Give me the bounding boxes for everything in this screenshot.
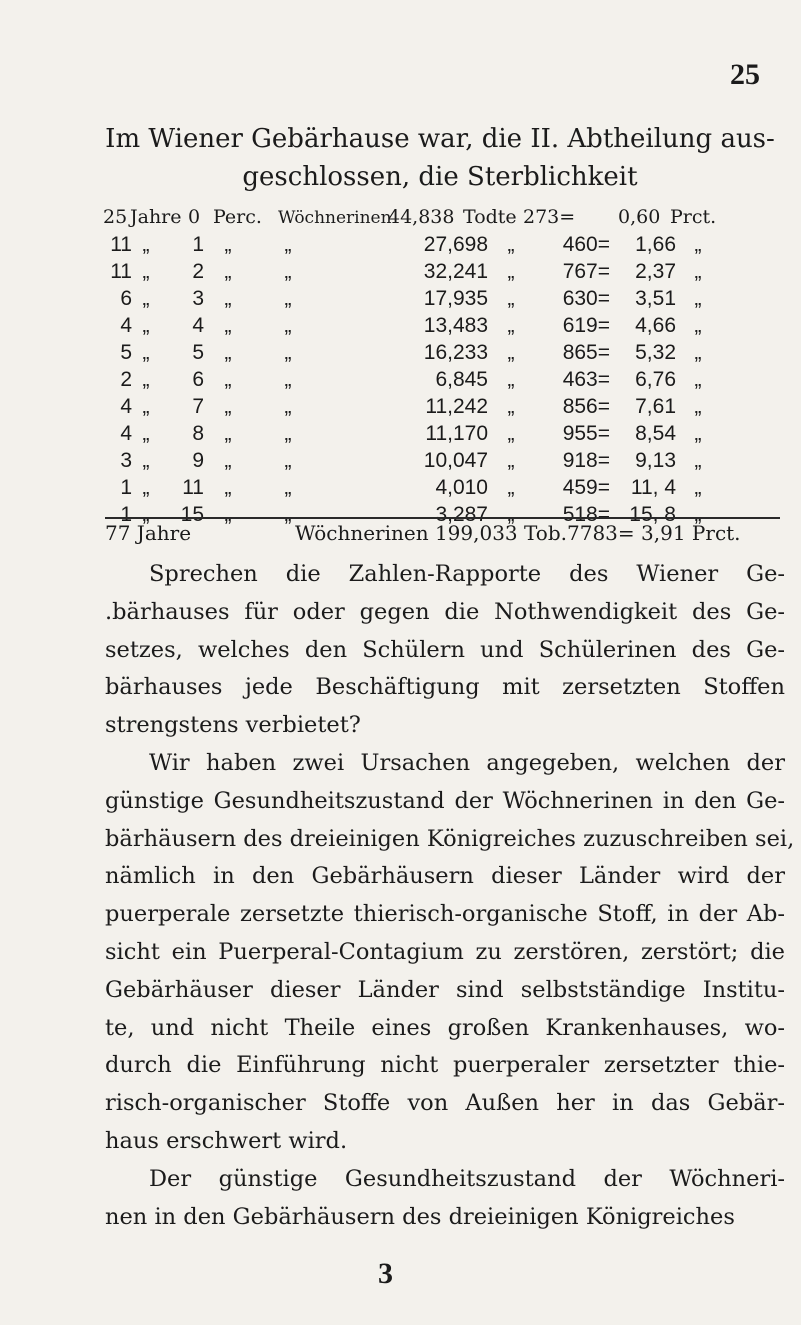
ditto-mark: „ bbox=[284, 449, 292, 472]
percent-value: 11 bbox=[182, 476, 204, 499]
table-row bbox=[108, 422, 778, 449]
women-value: 10,047 bbox=[423, 449, 488, 472]
women-value: 4,010 bbox=[435, 476, 488, 499]
body-line: strengstens verbietet? bbox=[105, 712, 361, 739]
body-line: nen in den Gebärhäusern des dreieinigen Königreiches bbox=[105, 1203, 735, 1230]
ditto-mark: „ bbox=[284, 422, 292, 445]
page-number: 25 bbox=[730, 58, 760, 91]
deaths-value: 619= bbox=[562, 314, 610, 337]
ditto-mark: „ bbox=[507, 260, 515, 283]
table-row bbox=[108, 368, 778, 395]
ditto-mark: „ bbox=[694, 368, 702, 391]
percent-value: 7 bbox=[192, 395, 204, 418]
years-value: 11 bbox=[110, 260, 132, 283]
ditto-mark: „ bbox=[694, 233, 702, 256]
deaths-value: 856= bbox=[562, 395, 610, 418]
ditto-mark: „ bbox=[694, 314, 702, 337]
rate-value: 8,54 bbox=[635, 422, 676, 445]
body-text bbox=[105, 556, 795, 1236]
ditto-mark: „ bbox=[694, 395, 702, 418]
deaths-value: 460= bbox=[562, 233, 610, 256]
signature-mark: 3 bbox=[378, 1257, 393, 1290]
ditto-mark: „ bbox=[507, 368, 515, 391]
body-line: haus erschwert wird. bbox=[105, 1127, 348, 1154]
women-value: 32,241 bbox=[423, 260, 488, 283]
rate-value: 3,51 bbox=[635, 287, 676, 310]
table-row bbox=[103, 206, 778, 233]
years-label: Jahre bbox=[130, 206, 182, 228]
rate-value: 5,32 bbox=[635, 341, 676, 364]
deaths-value: 463= bbox=[562, 368, 610, 391]
body-line: .bärhauses für oder gegen die Nothwendigkeit des Ge- bbox=[105, 598, 785, 625]
years-value: 1 bbox=[120, 503, 132, 526]
percent-value: 9 bbox=[192, 449, 204, 472]
ditto-mark: „ bbox=[224, 368, 232, 391]
body-line: te, und nicht Theile eines großen Krankenhauses, wo- bbox=[105, 1014, 785, 1041]
women-value: 16,233 bbox=[423, 341, 488, 364]
total-women: Wöchnerinen 199,033 Tob.7783= bbox=[295, 521, 635, 545]
ditto-mark: „ bbox=[284, 314, 292, 337]
table-heading-line-1: Im Wiener Gebärhause war, die II. Abtheilung aus- bbox=[105, 124, 775, 154]
body-line: bärhauses jede Beschäftigung mit zersetzten Stoffen bbox=[105, 674, 785, 701]
table-row bbox=[108, 233, 778, 260]
ditto-mark: „ bbox=[142, 368, 150, 391]
ditto-mark: „ bbox=[224, 449, 232, 472]
rate-label: Prct. bbox=[670, 206, 717, 228]
ditto-mark: „ bbox=[694, 449, 702, 472]
years-value: 11 bbox=[110, 233, 132, 256]
ditto-mark: „ bbox=[284, 476, 292, 499]
rate-value: 11, 4 bbox=[630, 476, 676, 499]
ditto-mark: „ bbox=[142, 476, 150, 499]
percent-value: 1 bbox=[192, 233, 204, 256]
body-line: setzes, welches den Schülern und Schülerinen des Ge- bbox=[105, 636, 785, 663]
body-line: nämlich in den Gebärhäusern dieser Länder wird der bbox=[105, 863, 785, 890]
body-line: Der günstige Gesundheitszustand der Wöchneri- bbox=[149, 1165, 785, 1192]
women-value: 27,698 bbox=[423, 233, 488, 256]
rate-value: 4,66 bbox=[635, 314, 676, 337]
percent-value: 6 bbox=[192, 368, 204, 391]
ditto-mark: „ bbox=[224, 476, 232, 499]
years-value: 5 bbox=[120, 341, 132, 364]
ditto-mark: „ bbox=[284, 503, 292, 526]
years-value: 6 bbox=[120, 287, 132, 310]
ditto-mark: „ bbox=[224, 503, 232, 526]
body-line: Wir haben zwei Ursachen angegeben, welchen der bbox=[149, 749, 785, 776]
deaths-value: 955= bbox=[562, 422, 610, 445]
years-value: 3 bbox=[120, 449, 132, 472]
ditto-mark: „ bbox=[224, 314, 232, 337]
women-value: 17,935 bbox=[423, 287, 488, 310]
ditto-mark: „ bbox=[142, 341, 150, 364]
deaths-value: 767= bbox=[562, 260, 610, 283]
years-value: 25 bbox=[103, 206, 128, 228]
deaths-value: 865= bbox=[562, 341, 610, 364]
years-value: 4 bbox=[120, 422, 132, 445]
ditto-mark: „ bbox=[507, 233, 515, 256]
ditto-mark: „ bbox=[694, 287, 702, 310]
ditto-mark: „ bbox=[224, 260, 232, 283]
table-row bbox=[108, 395, 778, 422]
body-line: günstige Gesundheitszustand der Wöchnerinen in den Ge- bbox=[105, 787, 785, 814]
ditto-mark: „ bbox=[142, 260, 150, 283]
table-row bbox=[108, 341, 778, 368]
rate-value: 7,61 bbox=[635, 395, 676, 418]
percent-label: Perc. bbox=[213, 206, 262, 228]
rate-value: 2,37 bbox=[635, 260, 676, 283]
percent-value: 0 bbox=[188, 206, 201, 228]
ditto-mark: „ bbox=[224, 233, 232, 256]
years-value: 4 bbox=[120, 395, 132, 418]
body-line: Sprechen die Zahlen-Rapporte des Wiener Ge- bbox=[149, 561, 785, 587]
total-rate: 3,91 Prct. bbox=[641, 521, 741, 545]
deaths-value: 459= bbox=[562, 476, 610, 499]
ditto-mark: „ bbox=[694, 503, 702, 526]
mortality-table bbox=[103, 206, 778, 530]
ditto-mark: „ bbox=[224, 287, 232, 310]
body-line: puerperale zersetzte thierisch-organische Stoff, in der Ab- bbox=[105, 901, 785, 928]
ditto-mark: „ bbox=[507, 449, 515, 472]
deaths-label: Todte bbox=[463, 206, 517, 228]
women-value: 11,170 bbox=[425, 422, 488, 445]
ditto-mark: „ bbox=[224, 422, 232, 445]
deaths-value: 918= bbox=[562, 449, 610, 472]
table-row bbox=[108, 449, 778, 476]
ditto-mark: „ bbox=[507, 314, 515, 337]
ditto-mark: „ bbox=[142, 395, 150, 418]
years-value: 1 bbox=[120, 476, 132, 499]
table-row bbox=[108, 260, 778, 287]
ditto-mark: „ bbox=[224, 341, 232, 364]
rate-value: 0,60 bbox=[618, 206, 661, 228]
ditto-mark: „ bbox=[507, 287, 515, 310]
body-line: sicht ein Puerperal-Contagium zu zerstören, zerstört; die bbox=[105, 938, 785, 965]
percent-value: 2 bbox=[192, 260, 204, 283]
rate-value: 6,76 bbox=[635, 368, 676, 391]
total-row bbox=[105, 521, 785, 545]
ditto-mark: „ bbox=[694, 422, 702, 445]
women-label: Wöchnerinen bbox=[278, 208, 392, 228]
percent-value: 4 bbox=[192, 314, 204, 337]
ditto-mark: „ bbox=[284, 233, 292, 256]
ditto-mark: „ bbox=[507, 503, 515, 526]
women-value: 6,845 bbox=[435, 368, 488, 391]
ditto-mark: „ bbox=[507, 395, 515, 418]
ditto-mark: „ bbox=[284, 341, 292, 364]
percent-value: 3 bbox=[192, 287, 204, 310]
ditto-mark: „ bbox=[284, 260, 292, 283]
body-line: risch-organischer Stoffe von Außen her in das Gebär- bbox=[105, 1090, 785, 1117]
ditto-mark: „ bbox=[284, 287, 292, 310]
women-value: 11,242 bbox=[425, 395, 488, 418]
women-value: 13,483 bbox=[423, 314, 488, 337]
body-line: Gebärhäuser dieser Länder sind selbstständige Institu- bbox=[105, 976, 785, 1003]
body-line: durch die Einführung nicht puerperaler zersetzter thie- bbox=[105, 1052, 785, 1079]
deaths-value: 273= bbox=[523, 206, 576, 228]
body-line: bärhäusern des dreieinigen Königreiches zuzuschreiben sei, bbox=[105, 825, 795, 852]
women-value: 44,838 bbox=[388, 206, 455, 228]
ditto-mark: „ bbox=[694, 260, 702, 283]
ditto-mark: „ bbox=[224, 395, 232, 418]
total-rule bbox=[105, 517, 780, 519]
ditto-mark: „ bbox=[694, 341, 702, 364]
ditto-mark: „ bbox=[507, 476, 515, 499]
ditto-mark: „ bbox=[142, 314, 150, 337]
ditto-mark: „ bbox=[142, 233, 150, 256]
table-heading-line-2: geschlossen, die Sterblichkeit bbox=[242, 162, 638, 192]
ditto-mark: „ bbox=[284, 368, 292, 391]
years-value: 2 bbox=[120, 368, 132, 391]
ditto-mark: „ bbox=[507, 341, 515, 364]
rate-value: 1,66 bbox=[635, 233, 676, 256]
ditto-mark: „ bbox=[507, 422, 515, 445]
table-row bbox=[108, 287, 778, 314]
ditto-mark: „ bbox=[142, 503, 150, 526]
ditto-mark: „ bbox=[694, 476, 702, 499]
deaths-value: 630= bbox=[562, 287, 610, 310]
ditto-mark: „ bbox=[284, 395, 292, 418]
table-row bbox=[108, 476, 778, 503]
percent-value: 5 bbox=[192, 341, 204, 364]
women-value: 3,287 bbox=[435, 503, 488, 526]
percent-value: 8 bbox=[192, 422, 204, 445]
deaths-value: 518= bbox=[562, 503, 610, 526]
years-value: 4 bbox=[120, 314, 132, 337]
ditto-mark: „ bbox=[142, 422, 150, 445]
rate-value: 9,13 bbox=[635, 449, 676, 472]
table-row bbox=[108, 314, 778, 341]
total-years: 77 Jahre bbox=[105, 521, 192, 545]
ditto-mark: „ bbox=[142, 287, 150, 310]
ditto-mark: „ bbox=[142, 449, 150, 472]
percent-value: 15 bbox=[180, 503, 204, 526]
rate-value: 15, 8 bbox=[629, 503, 676, 526]
